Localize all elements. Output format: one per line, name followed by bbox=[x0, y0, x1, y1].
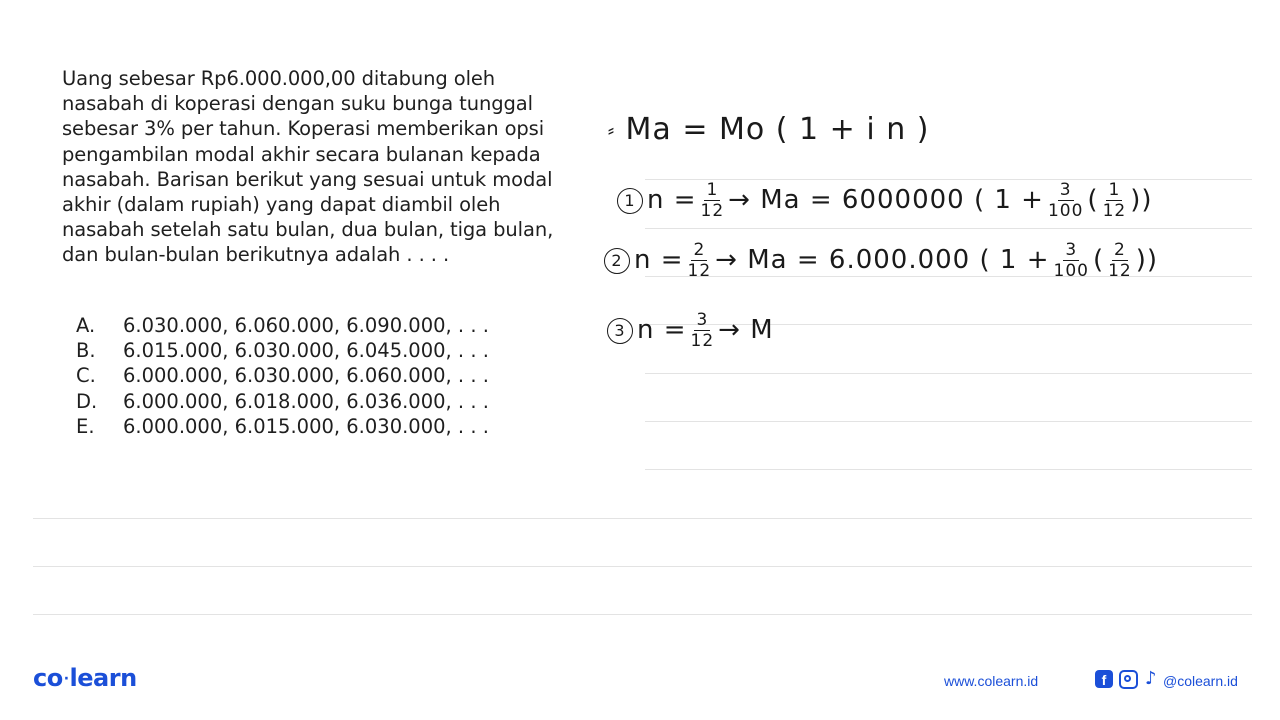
frac-num: 3 bbox=[1059, 180, 1072, 200]
option-text: 6.030.000, 6.060.000, 6.090.000, . . . bbox=[123, 314, 489, 337]
option-c[interactable] bbox=[76, 363, 489, 388]
option-letter: E. bbox=[76, 414, 95, 438]
question-line: Uang sebesar Rp6.000.000,00 ditabung oleh bbox=[62, 67, 496, 90]
question-line: dan bulan-bulan berikutnya adalah . . . . bbox=[62, 243, 450, 267]
facebook-icon[interactable]: f bbox=[1095, 670, 1113, 688]
frac-den: 12 bbox=[1108, 261, 1132, 281]
logo-text: co bbox=[33, 664, 63, 692]
logo-text: learn bbox=[69, 664, 137, 692]
question-line: pengambilan modal akhir secara bulanan kepada bbox=[62, 142, 541, 166]
handwritten-step-2: 2 n = $\frac{2}{12}$ → Ma = 6.000.000 ( 1 + $\frac{3}{100}$ ( $\frac{2}{12}$ )) bbox=[604, 240, 1158, 281]
option-text: 6.000.000, 6.015.000, 6.030.000, . . . bbox=[123, 414, 489, 438]
option-letter: D. bbox=[76, 389, 98, 413]
step-text: n = bbox=[647, 185, 697, 215]
fraction bbox=[688, 240, 712, 281]
step-text: → M bbox=[718, 315, 774, 345]
frac-num: 3 bbox=[696, 310, 709, 330]
fraction bbox=[1103, 180, 1127, 221]
rule-line bbox=[645, 228, 1252, 229]
frac-den: 12 bbox=[700, 201, 725, 221]
question-line: sebesar 3% per tahun. Koperasi memberikan opsi bbox=[62, 117, 545, 141]
question-line: nasabah. Barisan berikut yang sesuai untuk modal bbox=[62, 167, 553, 191]
fraction bbox=[1048, 180, 1083, 221]
step-text: n = bbox=[634, 245, 684, 275]
question-line: akhir (dalam rupiah) yang dapat diambil oleh bbox=[62, 193, 501, 217]
option-a[interactable] bbox=[76, 313, 489, 338]
arrow-mark: ⸗ bbox=[608, 120, 615, 141]
rule-line bbox=[645, 421, 1252, 422]
tiktok-icon[interactable]: ♪ bbox=[1145, 668, 1157, 689]
frac-den: 12 bbox=[687, 261, 712, 281]
step-number: 3 bbox=[607, 318, 633, 344]
frac-den: 12 bbox=[690, 331, 715, 351]
step-text: → Ma = 6000000 ( 1 + bbox=[728, 185, 1044, 215]
handwritten-formula bbox=[608, 112, 929, 147]
rule-line bbox=[645, 373, 1252, 374]
frac-num: 1 bbox=[706, 180, 719, 200]
step-text: → Ma = 6.000.000 ( 1 + bbox=[715, 245, 1050, 275]
social-icons bbox=[1095, 669, 1157, 689]
option-d[interactable] bbox=[76, 389, 489, 414]
question-line: nasabah di koperasi dengan suku bunga tunggal bbox=[62, 92, 533, 116]
frac-num: 1 bbox=[1108, 180, 1121, 200]
option-e[interactable] bbox=[76, 414, 489, 439]
handwritten-step-1: 1 n = $\frac{1}{12}$ → Ma = 6000000 ( 1 + $\frac{3}{100}$ ( $\frac{1}{12}$ )) bbox=[617, 180, 1153, 221]
frac-num: 2 bbox=[693, 240, 706, 260]
step-text: )) bbox=[1135, 245, 1159, 275]
fraction bbox=[1108, 240, 1132, 281]
step-text: n = bbox=[637, 315, 687, 345]
option-b[interactable] bbox=[76, 338, 489, 363]
website-link[interactable]: www.colearn.id bbox=[944, 673, 1039, 689]
logo-dot: · bbox=[63, 671, 69, 687]
step-number: 1 bbox=[617, 188, 643, 214]
option-letter: C. bbox=[76, 364, 96, 388]
handwritten-step-3 bbox=[607, 310, 774, 351]
option-text: 6.000.000, 6.018.000, 6.036.000, . . . bbox=[123, 389, 489, 413]
option-text: 6.000.000, 6.030.000, 6.060.000, . . . bbox=[123, 364, 489, 388]
frac-num: 2 bbox=[1114, 240, 1126, 260]
fraction bbox=[1054, 240, 1089, 281]
answer-options bbox=[76, 313, 489, 439]
rule-line bbox=[33, 614, 1252, 615]
step-text: )) bbox=[1130, 185, 1153, 215]
rule-line bbox=[645, 469, 1252, 470]
instagram-icon[interactable] bbox=[1119, 670, 1138, 689]
question-text bbox=[62, 66, 602, 268]
frac-num: 3 bbox=[1065, 240, 1078, 260]
option-text: 6.015.000, 6.030.000, 6.045.000, . . . bbox=[123, 339, 489, 363]
frac-den: 12 bbox=[1102, 201, 1127, 221]
step-number: 2 bbox=[604, 248, 630, 274]
colearn-logo[interactable] bbox=[33, 664, 137, 692]
rule-line bbox=[33, 566, 1252, 567]
fraction bbox=[691, 310, 715, 351]
question-line: nasabah setelah satu bulan, dua bulan, tiga bulan, bbox=[62, 218, 554, 242]
frac-den: 100 bbox=[1053, 261, 1089, 281]
option-letter: A. bbox=[76, 314, 96, 337]
option-letter: B. bbox=[76, 339, 96, 363]
frac-den: 100 bbox=[1047, 201, 1084, 221]
fraction bbox=[701, 180, 725, 221]
formula-text: Ma = Mo ( 1 + i n ) bbox=[625, 112, 930, 147]
social-handle[interactable]: @colearn.id bbox=[1163, 673, 1238, 689]
rule-line bbox=[33, 518, 1252, 519]
